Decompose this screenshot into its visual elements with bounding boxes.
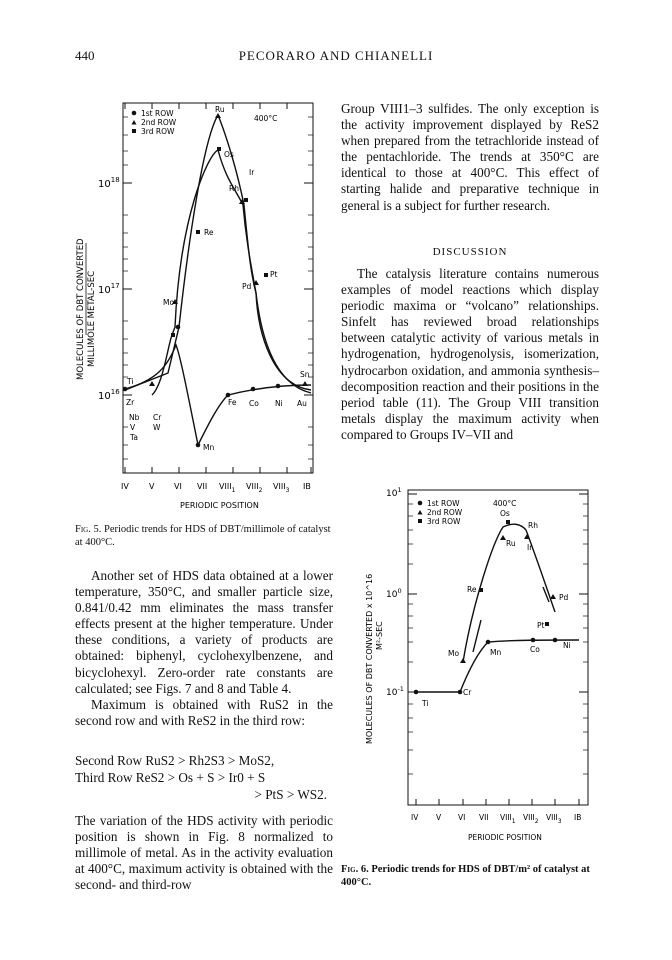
fig5-point-Pt [264,273,268,277]
ineq-second-row: Second Row RuS2 > Rh2S3 > MoS2, [75,753,275,768]
fig6-xlabel: PERIODIC POSITION [468,833,542,842]
fig6-ylabel: MOLECULES OF DBT CONVERTED x 10^16 [365,573,374,744]
fig6-ytick-1: $10^1$ [386,486,402,499]
fig6-label-Os: Os [500,509,510,518]
fig6-xtick-IV: IV [411,813,419,822]
fig5-point-Zr [149,381,155,386]
fig6-point-Re [479,588,483,592]
fig6-re-mo-link [473,620,481,652]
fig6-label-Ni: Ni [563,641,571,650]
fig5-caption [75,523,333,549]
fig5-label-Sn: Sn [300,370,310,379]
fig6-point-Os [506,520,510,524]
fig5-label-Zr: Zr [126,398,135,407]
right-para-2: The catalysis literature contains numerous examples of model reactions which display periodic maxima or “volcano” relationships. Sinfelt has reviewed broad relationships between catalytic activity of various metals in hydrogenation, hydrogenolysis, isomerization, hydrocarbon oxidation, and ammonia synthesis–decomposition reaction and their positions in the period table (11). The Group VIII transition metals display the maximum activity when compared to Groups IV–VII and [341,266,599,442]
fig5-legend [132,109,177,136]
fig5-frame [123,103,313,473]
fig5-ytick-17: $10^{17}$ [98,282,120,296]
fig6-label-Mn: Mn [490,648,502,657]
fig5-caption-text: Periodic trends for HDS of DBT/millimole of catalyst at 400°C. [75,524,331,548]
fig5-point-Ni [276,384,281,389]
left-column-text [75,568,333,729]
fig5-label-W: W [153,423,161,432]
fig6-legend-2: 2nd ROW [427,508,463,517]
left-para-1: Another set of HDS data obtained at a lower temperature, 350°C, and smaller particle size, 0.841/0.42 mm eliminates the mass transfer effects present at the higher temperature. Under these conditions, a variety of products are obtained: biphenyl, cyclohexylbenzene, and bicyclohexyl. Zero-order rate constants are calculated; see Figs. 7 and 8 and Table 4. [75,568,333,696]
fig6-label-Re: Re [467,585,477,594]
fig6-ytick-0: $10^0$ [386,587,402,600]
fig6-point-Ti [414,690,419,695]
fig5-caption-label: Fig. 5. [75,524,102,535]
fig5-label-Ru: Ru [215,105,225,114]
fig5-label-Ta: Ta [130,433,138,442]
fig5-point-Fe [226,393,231,398]
fig6-xtick-VIII2: $VIII_2$ [523,813,539,825]
fig5-label-Ni: Ni [275,399,283,408]
fig5-xtick-VI: VI [174,482,182,491]
page-number: 440 [75,48,95,63]
fig6-label-Pd: Pd [559,593,569,602]
fig5-xtick-IB: IB [303,482,311,491]
fig6-legend-3: 3rd ROW [427,517,461,526]
left-column-text-2 [75,813,333,893]
fig6-label-Mo: Mo [448,649,460,658]
right-column-text [341,101,599,214]
fig5-legend-3: 3rd ROW [141,127,175,136]
fig6-legend-square-marker [418,519,422,523]
fig6-legend-triangle-marker [418,510,423,515]
fig5-xtick-VIII3: $VIII_3$ [273,482,290,494]
fig6-caption-label: Fig. 6. [341,864,369,875]
fig6-xtick-VI: VI [458,813,466,822]
right-column-text-2 [341,266,599,443]
fig5-point-Os [217,147,221,151]
fig5-legend-circle-marker [132,111,137,116]
fig6-1st-row-right [460,640,579,692]
fig5-xtick-VII: VII [197,482,208,491]
fig6-label-Co: Co [530,645,540,654]
fig5-xtick-V: V [149,482,155,491]
fig5-label-Nb: Nb [129,413,140,422]
fig5-point-Mn [196,443,201,448]
ineq-third-row: Third Row ReS2 > Os + S > Ir0 + S [75,770,266,785]
fig6-ytick-neg1: $10^{-1}$ [386,685,404,698]
fig5-legend-square-marker [132,129,136,133]
figure-6 [343,482,603,860]
fig5-label-Rh: Rh [229,184,239,193]
fig6-label-Cr: Cr [463,688,472,697]
fig5-point-Mo-c [176,325,181,330]
fig6-label-Rh: Rh [528,521,538,530]
fig6-legend-1: 1st ROW [427,499,460,508]
ineq-third-row-cont: > PtS > WS2. [254,787,327,802]
fig5-ylabel-2: MILLIMOLE METAL-SEC [87,270,97,367]
fig6-legend [418,499,463,526]
fig5-label-Pt: Pt [270,270,278,279]
fig5-label-Ir: Ir [249,168,255,177]
fig5-label-Os: Os [224,150,234,159]
fig5-point-Co [251,387,256,392]
fig5-label-Au: Au [297,399,307,408]
fig6-xtick-VIII3: $VIII_3$ [546,813,562,825]
page-header [0,48,672,68]
fig5-label-Ti: Ti [127,377,134,386]
fig5-xtick-VIII1: $VIII_1$ [219,482,236,494]
fig6-point-Mo [460,658,466,663]
fig5-temperature: 400°C [254,114,278,123]
fig6-point-Cr [458,690,463,695]
fig6-point-Ni [553,638,558,643]
fig5-xtick-VIII2: $VIII_2$ [246,482,263,494]
running-title: PECORARO AND CHIANELLI [238,48,434,63]
fig5-ytick-18: $10^{18}$ [98,176,120,190]
fig5-label-Co: Co [249,399,259,408]
fig6-point-Mn [486,640,491,645]
fig5-legend-1: 1st ROW [141,109,174,118]
fig5-label-V: V [130,423,136,432]
fig5-label-Mo: Mo [163,298,175,307]
fig6-temperature: 400°C [493,499,517,508]
fig6-pd-link [543,587,549,602]
fig5-point-Ti [123,387,128,392]
left-para-2: Maximum is obtained with RuS2 in the second row and with ReS2 in the third row: [75,696,333,728]
fig6-label-Pt: Pt [537,621,545,630]
fig5-xlabel: PERIODIC POSITION [180,501,259,510]
fig6-label-Ir: Ir [527,543,533,552]
fig6-point-Co [531,638,536,643]
fig5-2nd-row-curve [125,115,311,393]
inequalities [75,752,333,803]
fig5-point-Au [302,381,308,386]
fig5-ylabel: MOLECULES OF DBT CONVERTED [76,238,86,380]
fig6-ylabel-2: M²-SEC [375,621,384,650]
fig6-xtick-VIII1: $VIII_1$ [500,813,516,825]
fig5-label-Pd: Pd [242,282,252,291]
discussion-heading: DISCUSSION [432,246,508,258]
fig6-legend-circle-marker [418,501,423,506]
figure-5 [68,95,336,525]
fig6-label-Ti: Ti [422,699,429,708]
fig6-point-Pd [550,594,556,599]
fig5-point-W [171,333,175,337]
left-para-3: The variation of the HDS activity with periodic position is shown in Fig. 8 normalized to millimole of metal. As in the activity evaluation at 400°C, maximum activity is obtained with the second- and third-row [75,813,333,893]
fig6-caption-text: Periodic trends for HDS of DBT/m² of catalyst at 400°C. [341,864,590,888]
right-para-1: Group VIII1–3 sulfides. The only exception is the activity improvement displayed by ReS2 when prepared from the tetrachloride instead of the pentachloride. The trends at 350°C are identical to those at 400°C. This effect of starting halide and preparative technique in general is a subject for further research. [341,101,599,213]
fig6-xtick-IB: IB [574,813,582,822]
fig5-label-Mn: Mn [203,443,215,452]
fig6-xtick-V: V [436,813,442,822]
fig5-ytick-16: $10^{16}$ [98,388,120,402]
fig5-label-Cr: Cr [153,413,162,422]
fig6-label-Ru: Ru [506,539,516,548]
fig5-legend-2: 2nd ROW [141,118,177,127]
fig5-point-Ir [244,198,248,202]
fig5-label-Fe: Fe [228,398,237,407]
fig5-legend-triangle-marker [132,120,137,125]
fig5-xtick-IV: IV [121,482,129,491]
fig6-xtick-VII: VII [479,813,489,822]
fig6-caption [341,863,603,889]
fig5-point-Re [196,230,200,234]
fig6-point-Pt [545,622,549,626]
fig5-label-Re: Re [204,228,214,237]
